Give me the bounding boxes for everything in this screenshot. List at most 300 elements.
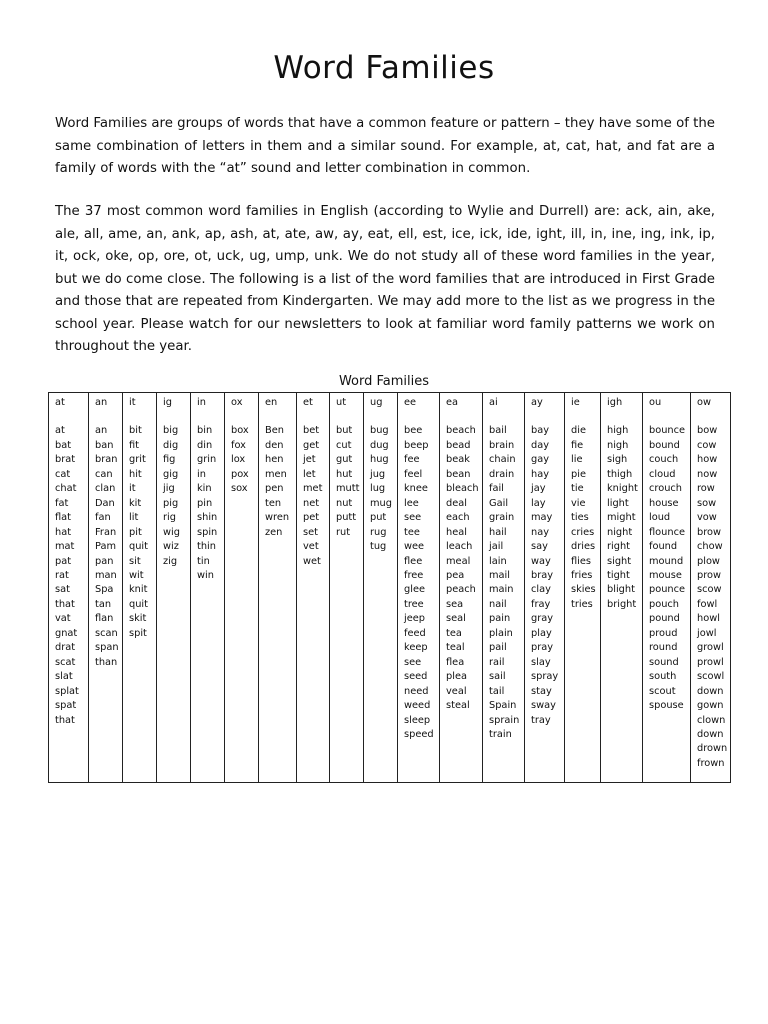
family-word: blight — [607, 584, 635, 596]
family-word: plain — [489, 627, 513, 639]
family-word: bug — [370, 425, 389, 437]
family-word: beep — [404, 439, 429, 451]
family-header: ie — [571, 397, 580, 408]
family-word: pail — [489, 642, 507, 654]
body-paragraph: The 37 most common word families in English (according to Wylie and Durrell) are: ack, ain, ake, ale, all, ame, an, ank, ap, ash, at, ate, aw, ay, eat, ell, est, ice, ick, ide, ight, ill, in, ine, ing, ink, ip, it, ock, oke, op, ore, ot, uck, ug, ump, unk. We do not study all of these word families in the year, but we do come close. The following is a list of the word families that are introduced in First Grade and those that are repeated from Kindergarten. We may add more to the list as we progress in the school year. Please watch for our newsletters to look at familiar word family patterns we work on throughout the year. — [55, 204, 715, 354]
family-word: tray — [531, 714, 551, 726]
family-word: fig — [163, 454, 176, 466]
family-word: hat — [55, 526, 72, 538]
family-word: nigh — [607, 439, 629, 451]
family-word: grit — [129, 454, 146, 466]
family-word: bead — [446, 439, 471, 451]
family-word: span — [95, 642, 119, 654]
family-word: pray — [531, 642, 554, 654]
family-word: put — [370, 512, 387, 524]
family-word: shin — [197, 512, 218, 524]
family-word: flan — [95, 613, 114, 625]
family-word: lug — [370, 483, 386, 495]
family-word: jowl — [697, 627, 717, 639]
family-word: feel — [404, 468, 423, 480]
family-word: fray — [531, 598, 551, 610]
family-word: sleep — [404, 714, 431, 726]
family-word: hail — [489, 526, 507, 538]
family-word: cut — [336, 439, 352, 451]
family-word: spit — [129, 627, 147, 639]
family-word: hen — [265, 454, 284, 466]
family-word: rat — [55, 569, 69, 581]
family-word: bee — [404, 425, 423, 437]
family-word: drat — [55, 642, 76, 654]
family-word: growl — [697, 642, 724, 654]
family-word: lee — [404, 497, 419, 509]
family-word: sigh — [607, 454, 628, 466]
family-column-ig — [157, 393, 191, 783]
family-word: hay — [531, 468, 550, 480]
family-word: set — [303, 526, 318, 538]
family-word: box — [231, 425, 249, 437]
family-word: gray — [531, 613, 554, 625]
family-word: bleach — [446, 483, 479, 495]
family-word: clown — [697, 714, 726, 726]
family-word: deal — [446, 497, 467, 509]
family-word: mutt — [336, 483, 360, 495]
family-word: bin — [197, 425, 213, 437]
family-word: bright — [607, 598, 637, 610]
family-word: skies — [571, 584, 596, 596]
family-word: plow — [697, 555, 720, 567]
family-word: bounce — [649, 425, 686, 437]
family-word: spin — [197, 526, 218, 538]
family-word: scow — [697, 584, 722, 596]
family-word: weed — [404, 700, 431, 712]
family-word: high — [607, 425, 629, 437]
family-word: pig — [163, 497, 179, 509]
family-word: flea — [446, 656, 465, 668]
family-word: tight — [607, 569, 630, 581]
family-column-an — [89, 393, 123, 783]
family-word: play — [531, 627, 552, 639]
family-word: wit — [129, 569, 144, 581]
family-header: ea — [446, 397, 459, 408]
family-word: gut — [336, 454, 353, 466]
family-word: mouse — [649, 569, 682, 581]
family-word: scat — [55, 656, 76, 668]
intro-paragraph: Word Families are groups of words that have a common feature or pattern – they have some of the same combination of letters in them and a similar sound. For example, at, cat, hat, and fat are a family of words with the “at” sound and letter combination in common. — [55, 116, 715, 176]
family-word: pound — [649, 613, 680, 625]
family-word: stay — [531, 685, 552, 697]
family-word: rug — [370, 526, 387, 538]
family-word: drain — [489, 468, 515, 480]
family-word: bay — [531, 425, 550, 437]
family-word: vow — [697, 512, 717, 524]
family-word: sat — [55, 584, 70, 596]
family-word: din — [197, 439, 213, 451]
family-word: nay — [531, 526, 550, 538]
family-word: pit — [129, 526, 142, 538]
family-word: fie — [571, 439, 584, 451]
family-word: dries — [571, 541, 596, 553]
family-word: beach — [446, 425, 476, 437]
family-word: tee — [404, 526, 420, 538]
family-word: mound — [649, 555, 684, 567]
family-word: feed — [404, 627, 426, 639]
family-word: at — [55, 425, 65, 437]
family-word: sight — [607, 555, 632, 567]
family-word: that — [55, 714, 75, 726]
family-word: say — [531, 541, 548, 553]
family-column-ug — [364, 393, 398, 783]
family-column-at — [49, 393, 89, 783]
family-header: in — [197, 397, 206, 408]
family-word: spouse — [649, 700, 684, 712]
family-word: flies — [571, 555, 592, 567]
family-word: chat — [55, 483, 77, 495]
family-word: man — [95, 569, 117, 581]
family-column-igh — [601, 393, 643, 783]
family-word: brow — [697, 526, 722, 538]
family-header: at — [55, 397, 65, 408]
family-word: sway — [531, 700, 556, 712]
family-word: heal — [446, 526, 467, 538]
family-column-et — [297, 393, 330, 783]
family-word: flounce — [649, 526, 685, 538]
family-word: Gail — [489, 497, 509, 509]
family-word: cloud — [649, 468, 676, 480]
family-word: sail — [489, 671, 506, 683]
family-word: main — [489, 584, 514, 596]
family-word: thigh — [607, 468, 633, 480]
family-word: mail — [489, 569, 510, 581]
family-word: fail — [489, 483, 504, 495]
family-word: meal — [446, 555, 471, 567]
family-word: knit — [129, 584, 148, 596]
family-word: sprain — [489, 714, 520, 726]
family-word: spray — [531, 671, 559, 683]
family-word: lit — [129, 512, 139, 524]
family-word: tug — [370, 541, 387, 553]
family-word: jeep — [404, 613, 425, 625]
family-word: rig — [163, 512, 176, 524]
family-word: fat — [55, 497, 69, 509]
family-word: beak — [446, 454, 470, 466]
family-word: zig — [163, 555, 178, 567]
family-word: each — [446, 512, 470, 524]
family-word: fan — [95, 512, 111, 524]
family-word: knee — [404, 483, 428, 495]
family-word: bean — [446, 468, 471, 480]
family-word: fowl — [697, 598, 718, 610]
family-word: spat — [55, 700, 77, 712]
family-column-ow — [691, 393, 731, 783]
family-word: see — [404, 512, 422, 524]
family-column-ox — [225, 393, 259, 783]
family-word: pat — [55, 555, 72, 567]
family-word: drown — [697, 743, 728, 755]
family-word: pain — [489, 613, 511, 625]
family-word: ties — [571, 512, 589, 524]
family-word: right — [607, 541, 631, 553]
family-word: gown — [697, 700, 724, 712]
family-word: dug — [370, 439, 389, 451]
family-word: fox — [231, 439, 246, 451]
family-column-ai — [483, 393, 525, 783]
family-word: dig — [163, 439, 179, 451]
family-word: nut — [336, 497, 353, 509]
family-word: clay — [531, 584, 551, 596]
family-word: Spain — [489, 700, 517, 712]
family-word: light — [607, 497, 629, 509]
family-word: bail — [489, 425, 507, 437]
family-word: fit — [129, 439, 140, 451]
family-header: ig — [163, 397, 172, 408]
family-word: zen — [265, 526, 283, 538]
family-column-in — [191, 393, 225, 783]
family-word: tree — [404, 598, 424, 610]
family-word: jay — [531, 483, 546, 495]
family-header: ox — [231, 397, 243, 408]
family-word: knight — [607, 483, 638, 495]
family-word: but — [336, 425, 353, 437]
family-word: tail — [489, 685, 505, 697]
family-word: sit — [129, 555, 141, 567]
family-word: wet — [303, 555, 321, 567]
family-word: steal — [446, 700, 470, 712]
word-families-table — [48, 392, 731, 783]
family-word: chain — [489, 454, 516, 466]
family-word: den — [265, 439, 284, 451]
family-word: bat — [55, 439, 72, 451]
family-word: big — [163, 425, 179, 437]
family-word: that — [55, 598, 75, 610]
family-word: slay — [531, 656, 551, 668]
family-word: pin — [197, 497, 213, 509]
family-word: men — [265, 468, 287, 480]
family-word: pouch — [649, 598, 680, 610]
family-header: ai — [489, 397, 498, 408]
family-column-it — [123, 393, 157, 783]
family-word: howl — [697, 613, 720, 625]
family-word: loud — [649, 512, 671, 524]
family-header: ut — [336, 397, 347, 408]
family-word: pen — [265, 483, 284, 495]
family-word: way — [531, 555, 551, 567]
family-word: sea — [446, 598, 464, 610]
family-word: in — [197, 468, 206, 480]
family-word: mug — [370, 497, 392, 509]
family-word: flee — [404, 555, 423, 567]
family-word: jet — [303, 454, 316, 466]
family-word: pea — [446, 569, 465, 581]
family-word: ban — [95, 439, 114, 451]
family-word: get — [303, 439, 320, 451]
family-word: kit — [129, 497, 142, 509]
family-word: slat — [55, 671, 73, 683]
family-word: pox — [231, 468, 249, 480]
family-word: kin — [197, 483, 212, 495]
family-header: ow — [697, 397, 712, 408]
family-word: hug — [370, 454, 389, 466]
family-word: cow — [697, 439, 717, 451]
family-word: cries — [571, 526, 595, 538]
family-word: flat — [55, 512, 72, 524]
family-word: see — [404, 656, 422, 668]
family-word: Pam — [95, 541, 117, 553]
table-title: Word Families — [338, 374, 430, 389]
family-word: wiz — [163, 541, 179, 553]
family-word: wee — [404, 541, 425, 553]
family-word: day — [531, 439, 550, 451]
family-word: scout — [649, 685, 676, 697]
family-word: bow — [697, 425, 718, 437]
family-word: tries — [571, 598, 593, 610]
family-word: gay — [531, 454, 550, 466]
family-word: met — [303, 483, 323, 495]
family-word: down — [697, 685, 724, 697]
family-word: an — [95, 425, 108, 437]
family-word: seed — [404, 671, 428, 683]
family-word: veal — [446, 685, 467, 697]
family-word: fries — [571, 569, 593, 581]
family-header: an — [95, 397, 108, 408]
family-word: might — [607, 512, 636, 524]
family-word: bit — [129, 425, 142, 437]
family-word: sox — [231, 483, 248, 495]
family-word: bray — [531, 569, 554, 581]
family-word: house — [649, 497, 679, 509]
family-word: wren — [265, 512, 290, 524]
family-word: rail — [489, 656, 505, 668]
family-column-ea — [440, 393, 483, 783]
family-column-ee — [398, 393, 440, 783]
family-word: jig — [163, 483, 175, 495]
family-word: jug — [370, 468, 386, 480]
family-column-ay — [525, 393, 565, 783]
family-word: night — [607, 526, 633, 538]
family-word: proud — [649, 627, 678, 639]
family-word: wig — [163, 526, 180, 538]
family-header: et — [303, 397, 313, 408]
family-column-ou — [643, 393, 691, 783]
family-word: lay — [531, 497, 546, 509]
family-word: scowl — [697, 671, 725, 683]
family-word: chow — [697, 541, 723, 553]
family-word: bet — [303, 425, 320, 437]
family-word: than — [95, 656, 118, 668]
family-word: south — [649, 671, 677, 683]
family-word: mat — [55, 541, 75, 553]
family-header: it — [129, 397, 136, 408]
family-header: ee — [404, 397, 417, 408]
family-word: lain — [489, 555, 507, 567]
family-column-en — [259, 393, 297, 783]
family-word: leach — [446, 541, 473, 553]
family-word: prow — [697, 569, 722, 581]
family-word: grain — [489, 512, 515, 524]
family-word: frown — [697, 757, 725, 769]
family-word: seal — [446, 613, 466, 625]
family-word: splat — [55, 685, 79, 697]
family-word: let — [303, 468, 316, 480]
family-word: round — [649, 642, 678, 654]
family-word: grin — [197, 454, 217, 466]
family-word: crouch — [649, 483, 682, 495]
family-word: scan — [95, 627, 118, 639]
family-word: it — [129, 483, 136, 495]
family-word: Spa — [95, 584, 114, 596]
family-word: keep — [404, 642, 428, 654]
family-word: tie — [571, 483, 584, 495]
family-word: couch — [649, 454, 679, 466]
families-row — [49, 393, 731, 783]
family-word: how — [697, 454, 718, 466]
family-word: down — [697, 728, 724, 740]
page-title: Word Families — [273, 50, 495, 86]
family-header: ay — [531, 397, 543, 408]
family-word: glee — [404, 584, 425, 596]
family-word: sound — [649, 656, 679, 668]
family-word: rut — [336, 526, 351, 538]
family-word: speed — [404, 728, 434, 740]
family-word: vie — [571, 497, 586, 509]
family-word: gig — [163, 468, 179, 480]
family-word: hit — [129, 468, 142, 480]
family-word: pet — [303, 512, 320, 524]
family-word: putt — [336, 512, 357, 524]
family-word: tea — [446, 627, 462, 639]
family-header: ou — [649, 397, 662, 408]
family-word: brat — [55, 454, 76, 466]
family-word: may — [531, 512, 553, 524]
family-word: pan — [95, 555, 114, 567]
family-word: Fran — [95, 526, 117, 538]
family-word: vat — [55, 613, 71, 625]
family-column-ut — [330, 393, 364, 783]
family-word: peach — [446, 584, 476, 596]
family-word: tan — [95, 598, 112, 610]
family-word: pie — [571, 468, 586, 480]
family-word: quit — [129, 541, 148, 553]
family-word: die — [571, 425, 586, 437]
family-word: quit — [129, 598, 148, 610]
family-word: pounce — [649, 584, 686, 596]
family-word: ten — [265, 497, 282, 509]
family-header: ug — [370, 397, 383, 408]
family-word: brain — [489, 439, 515, 451]
family-word: Dan — [95, 497, 115, 509]
family-word: Ben — [265, 425, 284, 437]
family-word: clan — [95, 483, 116, 495]
family-word: gnat — [55, 627, 78, 639]
family-word: need — [404, 685, 429, 697]
family-word: lox — [231, 454, 246, 466]
family-word: train — [489, 728, 512, 740]
family-word: row — [697, 483, 715, 495]
family-word: teal — [446, 642, 465, 654]
family-word: hut — [336, 468, 353, 480]
family-header: en — [265, 397, 278, 408]
family-word: cat — [55, 468, 71, 480]
family-word: thin — [197, 541, 216, 553]
family-word: bran — [95, 454, 118, 466]
family-word: found — [649, 541, 678, 553]
family-word: tin — [197, 555, 210, 567]
family-word: prowl — [697, 656, 724, 668]
family-word: now — [697, 468, 718, 480]
family-word: jail — [489, 541, 504, 553]
family-word: bound — [649, 439, 680, 451]
family-word: fee — [404, 454, 420, 466]
family-word: sow — [697, 497, 717, 509]
